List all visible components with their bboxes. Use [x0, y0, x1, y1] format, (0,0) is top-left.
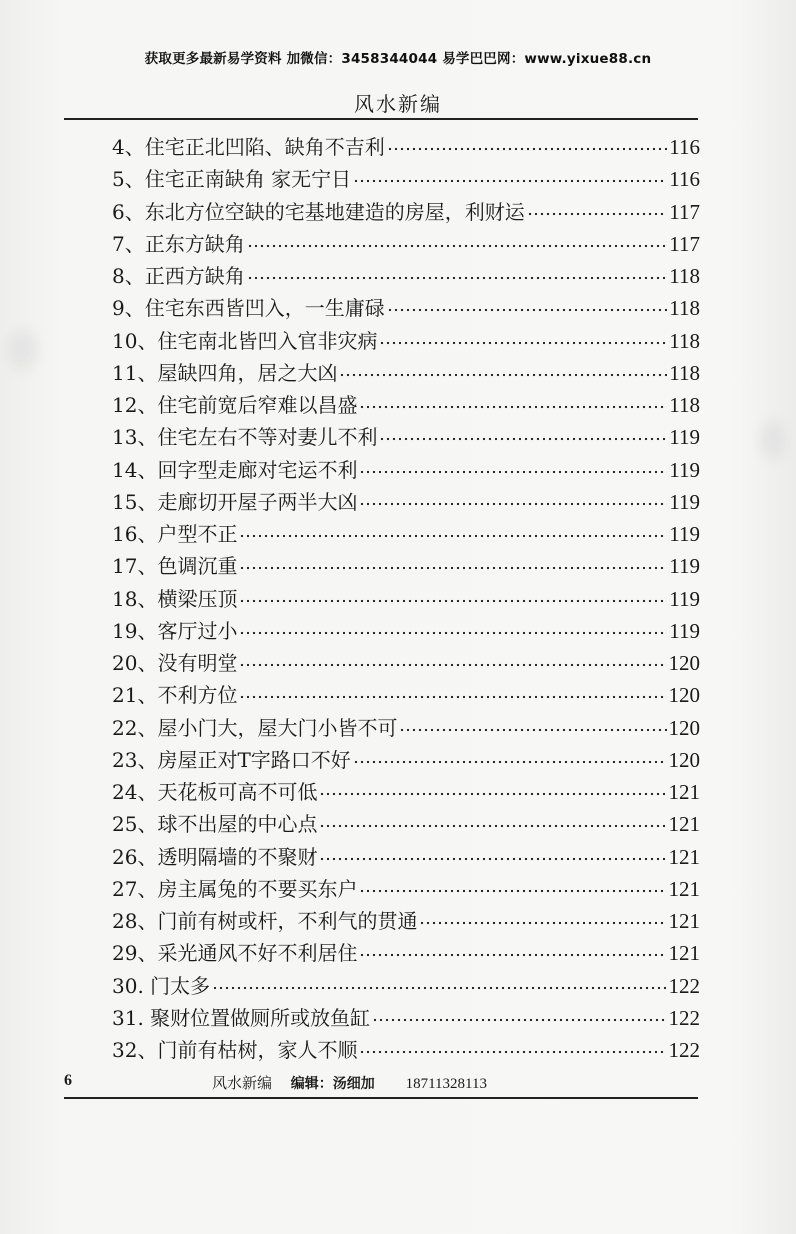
toc-entry-title: 22、屋小门大，屋大门小皆不可 — [112, 715, 398, 740]
toc-entry — [112, 389, 700, 421]
footer-book-title: 风水新编 — [212, 1074, 273, 1092]
toc-entry — [112, 454, 700, 486]
toc-entry-title: 28、门前有树或杆，不利气的贯通 — [112, 909, 418, 933]
toc-entry — [112, 357, 700, 389]
toc-entry — [112, 937, 700, 969]
toc-entry-title: 30. 门太多 — [112, 973, 211, 998]
toc-dot-leader — [353, 166, 667, 188]
footer-text — [212, 1072, 487, 1093]
toc-dot-leader — [339, 360, 667, 382]
toc-entry — [112, 905, 700, 937]
toc-entry-page: 118 — [669, 360, 700, 385]
toc-dot-leader — [419, 908, 666, 930]
toc-dot-leader — [359, 1037, 666, 1059]
toc-entry-page: 122 — [668, 973, 700, 998]
toc-entry-title: 17、色调沉重 — [112, 554, 238, 579]
toc-entry — [112, 841, 700, 873]
toc-entry — [112, 486, 700, 518]
toc-dot-leader — [239, 586, 667, 608]
toc-entry-page: 121 — [668, 812, 700, 837]
toc-entry — [112, 712, 700, 744]
toc-dot-leader — [239, 553, 667, 575]
footer-editor: 编辑：汤细加 — [290, 1076, 375, 1092]
toc-entry — [112, 970, 700, 1002]
scan-artifact — [760, 420, 786, 460]
toc-dot-leader — [379, 328, 667, 350]
toc-entry-title: 23、房屋正对T字路口不好 — [112, 747, 351, 772]
toc-entry-title: 11、屋缺四角，居之大凶 — [112, 360, 338, 385]
toc-entry-title: 25、球不出屋的中心点 — [112, 812, 318, 837]
toc-entry — [112, 776, 700, 808]
toc-entry-page: 121 — [668, 941, 700, 966]
toc-entry-page: 118 — [669, 264, 700, 288]
toc-entry-page: 116 — [669, 135, 700, 159]
toc-entry-page: 119 — [669, 457, 700, 482]
toc-entry — [112, 1002, 700, 1034]
toc-entry-page: 121 — [668, 876, 700, 901]
toc-entry-page: 116 — [669, 167, 700, 192]
toc-entry — [112, 518, 700, 550]
toc-entry-page: 119 — [669, 554, 700, 579]
toc-entry — [112, 744, 700, 776]
page-footer — [64, 1072, 698, 1094]
toc-dot-leader — [319, 811, 666, 833]
toc-dot-leader — [359, 940, 666, 962]
toc-entry — [112, 679, 700, 711]
toc-entry — [112, 196, 700, 228]
toc-entry — [112, 421, 700, 453]
toc-entry-page: 118 — [669, 296, 700, 321]
toc-dot-leader — [353, 747, 667, 769]
toc-entry — [112, 808, 700, 840]
toc-entry-page: 120 — [668, 683, 700, 708]
toc-entry-title: 15、走廊切开屋子两半大凶 — [112, 489, 358, 514]
toc-entry — [112, 873, 700, 905]
toc-dot-leader — [372, 1005, 666, 1027]
toc-dot-leader — [359, 876, 666, 898]
toc-entry-title: 32、门前有枯树，家人不顺 — [112, 1038, 358, 1062]
header-rule — [64, 118, 698, 120]
toc-entry-title: 8、正西方缺角 — [112, 264, 245, 288]
toc-entry — [112, 260, 700, 292]
toc-dot-leader — [212, 973, 666, 995]
footer-rule — [64, 1097, 698, 1099]
toc-dot-leader — [359, 392, 667, 414]
toc-dot-leader — [359, 457, 667, 479]
toc-entry-page: 118 — [669, 393, 700, 417]
toc-entry-page: 119 — [669, 522, 700, 546]
toc-entry-page: 120 — [668, 715, 700, 740]
toc-entry-page: 119 — [669, 618, 700, 643]
toc-entry-title: 16、户型不正 — [112, 522, 238, 546]
toc-dot-leader — [387, 295, 668, 317]
toc-entry-page: 119 — [669, 425, 700, 450]
toc-entry-title: 18、横梁压顶 — [112, 586, 238, 611]
toc-dot-leader — [319, 844, 666, 866]
footer-phone: 18711328113 — [405, 1076, 487, 1092]
toc-entry-title: 14、回字型走廊对宅运不利 — [112, 457, 358, 482]
toc-entry-title: 31. 聚财位置做厕所或放鱼缸 — [112, 1005, 371, 1030]
toc-entry-title: 29、采光通风不好不利居住 — [112, 941, 358, 966]
scan-artifact — [8, 330, 38, 370]
toc-dot-leader — [247, 231, 668, 253]
toc-entry-page: 121 — [668, 780, 700, 804]
toc-dot-leader — [239, 682, 666, 704]
toc-entry-page: 118 — [669, 328, 700, 353]
toc-entry-page: 122 — [668, 1005, 700, 1030]
watermark-text: 获取更多最新易学资料 加微信：3458344044 易学巴巴网：www.yixue88.cn — [144, 51, 652, 67]
toc-entry — [112, 292, 700, 324]
toc-entry-title: 21、不利方位 — [112, 683, 238, 708]
toc-entry-page: 119 — [669, 586, 700, 611]
table-of-contents — [112, 131, 700, 1066]
toc-entry — [112, 583, 700, 615]
toc-entry-page: 117 — [669, 231, 700, 256]
toc-entry-title: 6、东北方位空缺的宅基地建造的房屋，利财运 — [112, 199, 525, 224]
toc-entry — [112, 550, 700, 582]
toc-dot-leader — [399, 715, 666, 737]
toc-entry — [112, 228, 700, 260]
toc-entry-title: 5、住宅正南缺角 家无宁日 — [112, 167, 352, 192]
toc-entry-page: 121 — [668, 909, 700, 933]
toc-entry — [112, 325, 700, 357]
toc-entry-page: 120 — [668, 747, 700, 772]
toc-entry-title: 19、客厅过小 — [112, 618, 238, 643]
toc-entry-title: 20、没有明堂 — [112, 651, 238, 675]
toc-entry-title: 9、住宅东西皆凹入，一生庸碌 — [112, 296, 385, 321]
toc-dot-leader — [527, 199, 668, 221]
toc-dot-leader — [387, 134, 668, 156]
toc-dot-leader — [239, 521, 667, 543]
toc-entry-title: 12、住宅前宽后窄难以昌盛 — [112, 393, 358, 417]
toc-entry-title: 7、正东方缺角 — [112, 231, 245, 256]
toc-entry-title: 13、住宅左右不等对妻儿不利 — [112, 425, 378, 450]
toc-dot-leader — [239, 618, 667, 640]
toc-dot-leader — [359, 489, 667, 511]
toc-dot-leader — [319, 779, 666, 801]
toc-entry-page: 121 — [668, 844, 700, 869]
toc-entry-title: 4、住宅正北凹陷、缺角不吉利 — [112, 135, 385, 159]
toc-entry-title: 24、天花板可高不可低 — [112, 780, 318, 804]
toc-entry — [112, 647, 700, 679]
toc-entry — [112, 163, 700, 195]
toc-entry — [112, 131, 700, 163]
toc-entry-page: 119 — [669, 489, 700, 514]
toc-entry-page: 122 — [668, 1038, 700, 1062]
toc-entry-title: 27、房主属兔的不要买东户 — [112, 876, 358, 901]
toc-dot-leader — [239, 650, 666, 672]
toc-entry-page: 120 — [668, 651, 700, 675]
toc-entry — [112, 615, 700, 647]
toc-dot-leader — [247, 263, 668, 285]
toc-entry-title: 10、住宅南北皆凹入官非灾病 — [112, 328, 378, 353]
running-title: 风水新编 — [354, 92, 442, 116]
page-number: 6 — [64, 1072, 72, 1089]
toc-entry-title: 26、透明隔墙的不聚财 — [112, 844, 318, 869]
toc-dot-leader — [379, 424, 667, 446]
toc-entry — [112, 1034, 700, 1066]
toc-entry-page: 117 — [669, 199, 700, 224]
